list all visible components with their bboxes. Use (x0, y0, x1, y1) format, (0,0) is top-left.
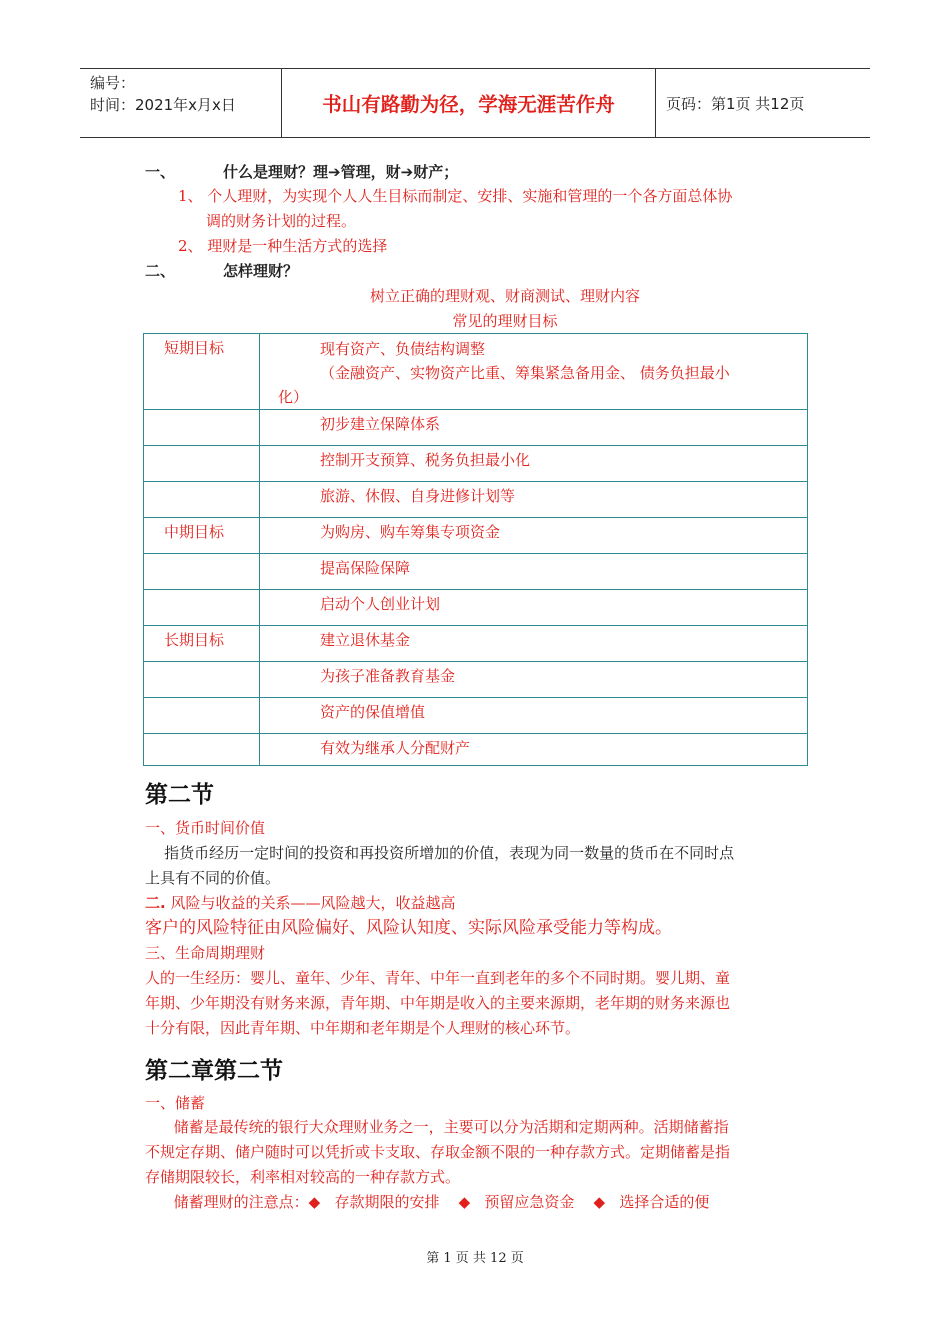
goal-item: 初步建立保障体系 (260, 410, 808, 446)
section-heading: 第二章第二节 (145, 1058, 283, 1084)
table-row (144, 554, 808, 590)
table-row (144, 626, 808, 662)
goal-item: 资产的保值增值 (260, 698, 808, 734)
goal-item: 建立退休基金 (260, 626, 808, 662)
section-heading: 第二节 (145, 782, 214, 808)
paragraph-line: 储蓄是最传统的银行大众理财业务之一，主要可以分为活期和定期两种。活期储蓄指 (145, 1118, 729, 1136)
section1-num: 一、 (145, 163, 176, 181)
paragraph-title: 一、储蓄 (145, 1094, 206, 1112)
paragraph-line: 年期、少年期没有财务来源，青年期、中年期是收入的主要来源期，老年期的财务来源也 (145, 994, 731, 1012)
section2-title-text: 怎样理财？ (223, 262, 299, 280)
arrow-icon: ➔ (400, 163, 414, 181)
table-row (144, 446, 808, 482)
goal-item: 为购房、购车筹集专项资金 (260, 518, 808, 554)
category-mid: 中期目标 (144, 518, 260, 554)
serial-label: 编号： (90, 74, 136, 92)
table-row (144, 482, 808, 518)
page-header (80, 68, 870, 138)
goal-item: 现有资产、负债结构调整 （金融资产、实物资产比重、筹集紧急备用金、 债务负担最小 化） (260, 334, 808, 410)
section1-item1-line1: 1、 个人理财，为实现个人人生目标而制定、安排、实施和管理的一个各方面总体协 (178, 187, 733, 205)
section2-subtitle1: 树立正确的理财观、财商测试、理财内容 (369, 287, 640, 305)
category-long: 长期目标 (144, 626, 260, 662)
goal-item: 旅游、休假、自身进修计划等 (260, 482, 808, 518)
goal-item: 有效为继承人分配财产 (260, 734, 808, 766)
section1-item2: 2、 理财是一种生活方式的选择 (178, 237, 388, 255)
paragraph-line: 客户的风险特征由风险偏好、风险认知度、实际风险承受能力等构成。 (145, 918, 672, 938)
table-row (144, 698, 808, 734)
section2-title (145, 260, 298, 282)
table-row (144, 518, 808, 554)
paragraph-title: 三、生命周期理财 (145, 944, 266, 962)
section2-num: 二、 (145, 262, 176, 280)
section1-title-c: 财产； (413, 163, 459, 181)
table-row (144, 410, 808, 446)
diamond-icon: ◆ (458, 1193, 471, 1211)
goal-item: 提高保险保障 (260, 554, 808, 590)
header-motto: 书山有路勤为径，学海无涯苦作舟 (281, 69, 656, 137)
paragraph-title: 一、货币时间价值 (145, 819, 266, 837)
savings-notes: 储蓄理财的注意点：◆ 存款期限的安排 ◆ 预留应急资金 ◆ 选择合适的便 (145, 1193, 710, 1211)
goal-item: 控制开支预算、税务负担最小化 (260, 446, 808, 482)
table-row (144, 734, 808, 766)
paragraph-line: 不规定存期、储户随时可以凭折或卡支取、存取金额不限的一种存款方式。定期储蓄是指 (145, 1143, 731, 1161)
section1-title-a: 什么是理财？理 (223, 163, 329, 181)
header-meta (80, 69, 281, 137)
section2-subtitle2: 常见的理财目标 (452, 312, 558, 330)
paragraph-line: 指货币经历一定时间的投资和再投资所增加的价值，表现为同一数量的货币在不同时点 (145, 844, 735, 862)
page-footer: 第 1 页 共 12 页 (426, 1251, 524, 1266)
section1-title-b: 管理，财 (340, 163, 401, 181)
table-row (144, 334, 808, 410)
category-short: 短期目标 (144, 334, 260, 410)
paragraph-title: 二. 风险与收益的关系——风险越大，收益越高 (145, 894, 456, 912)
header-page-info: 页码：第1页 共12页 (666, 94, 805, 113)
table-row (144, 590, 808, 626)
table-row (144, 662, 808, 698)
goal-item: 启动个人创业计划 (260, 590, 808, 626)
goal-item: 为孩子准备教育基金 (260, 662, 808, 698)
arrow-icon: ➔ (328, 163, 341, 181)
paragraph-line: 上具有不同的价值。 (145, 869, 281, 887)
diamond-icon: ◆ (593, 1193, 606, 1211)
paragraph-line: 十分有限，因此青年期、中年期和老年期是个人理财的核心环节。 (145, 1019, 581, 1037)
paragraph-line: 存储期限较长，利率相对较高的一种存款方式。 (145, 1168, 461, 1186)
goals-table (143, 333, 808, 766)
time-label: 时间：2021年x月x日 (90, 96, 236, 114)
section1-title (145, 161, 458, 183)
section1-item1-line2: 调的财务计划的过程。 (206, 212, 357, 230)
paragraph-line: 人的一生经历：婴儿、童年、少年、青年、中年一直到老年的多个不同时期。婴儿期、童 (145, 969, 731, 987)
diamond-icon: ◆ (308, 1193, 321, 1211)
